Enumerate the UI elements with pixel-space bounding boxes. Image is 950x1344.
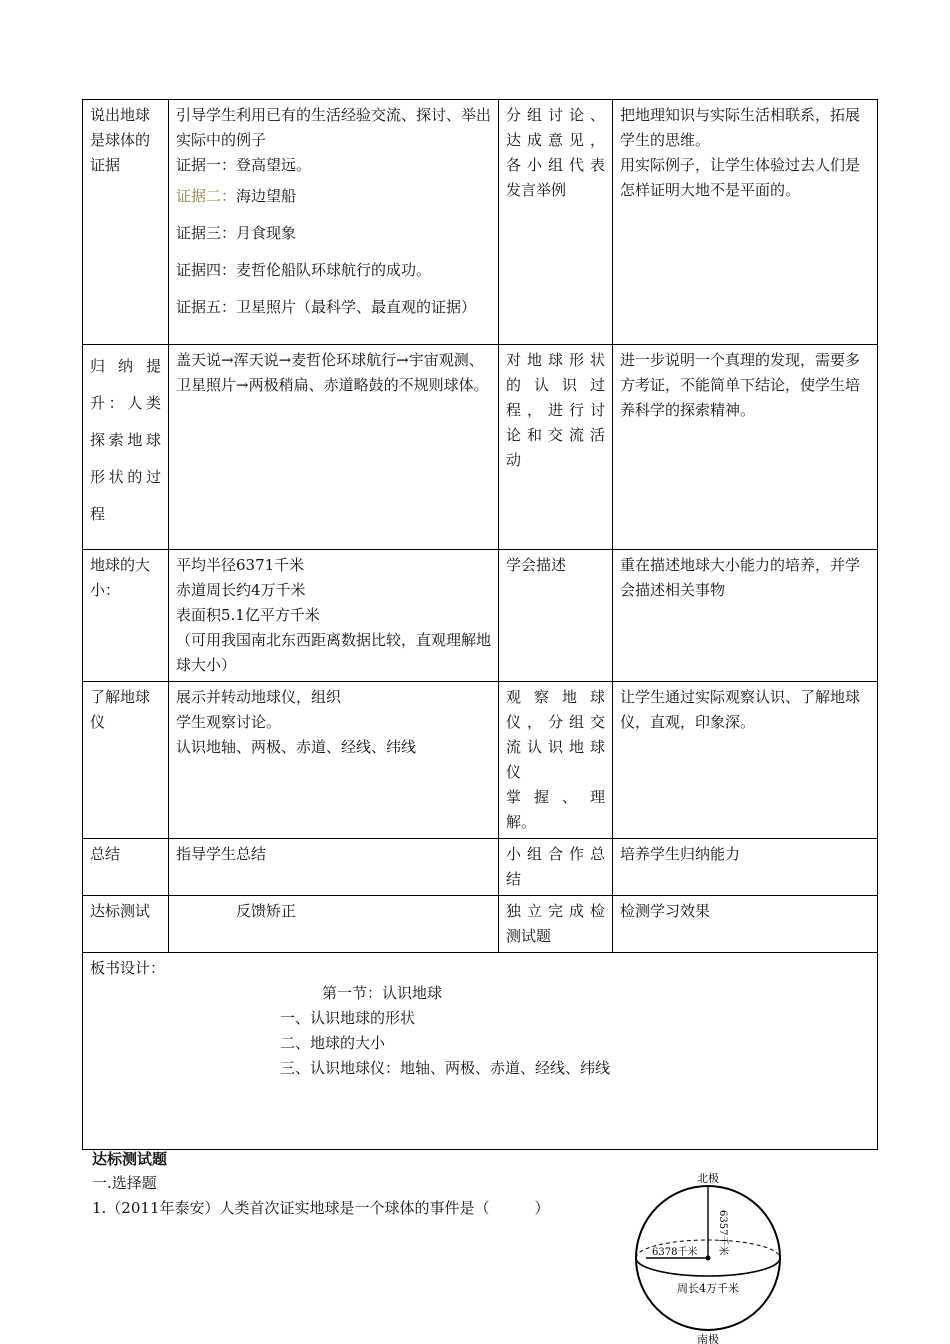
board-item: 一、认识地球的形状 [280, 1009, 416, 1027]
evidence-3: 证据三：月食现象 [176, 224, 297, 242]
activity-line: 归 纳 提 [90, 357, 161, 375]
note-text: （可用我国南北东西距离数据比较，直观理解地球大小） [176, 631, 492, 674]
board-title: 第一节：认识地球 [322, 984, 443, 1002]
board-item: 三、认识地球仪：地轴、两极、赤道、经线、纬线 [280, 1059, 611, 1077]
evidence-2 [176, 178, 491, 215]
test-heading: 达标测试题 [92, 1150, 168, 1168]
student-line: 仪，分组交 [506, 713, 605, 731]
earth-center-dot [706, 1256, 711, 1261]
area-text: 表面积5.1亿平方千米 [176, 606, 320, 624]
activity-cell [83, 345, 169, 550]
evidence-2-text: 海边望船 [236, 187, 297, 205]
activity-line: 探索地球 [90, 431, 161, 449]
intent-text: 进一步说明一个真理的发现，需要多方考证，不能简单下结论，使学生培养科学的探索精神。 [620, 351, 861, 419]
activity-line: 升：人类 [90, 394, 161, 412]
activity-text: 达标测试 [90, 902, 151, 920]
activity-text: 说出地球是球体的证据 [90, 106, 151, 174]
intent-cell [613, 345, 878, 550]
radius-text: 平均半径6371千米 [176, 556, 305, 574]
south-pole-label: 南极 [697, 1333, 719, 1344]
intent-cell [613, 100, 878, 345]
student-cell [499, 550, 613, 682]
teacher-line: 展示并转动地球仪，组织 [176, 688, 342, 706]
section-heading: 一.选择题 [92, 1174, 157, 1192]
intent-text: 让学生通过实际观察认识、了解地球仪，直观，印象深。 [620, 688, 861, 731]
evidence-4: 证据四：麦哲伦船队环球航行的成功。 [176, 261, 432, 279]
table-row [83, 682, 878, 839]
student-line: 独立完成检 [506, 902, 605, 920]
intent-text: 检测学习效果 [620, 902, 711, 920]
table-row [83, 896, 878, 953]
table-row [83, 839, 878, 896]
activity-cell [83, 550, 169, 682]
intent-cell [613, 839, 878, 896]
board-label: 板书设计： [90, 959, 166, 977]
equator-front [636, 1258, 780, 1276]
intent-text: 把地理知识与实际生活相联系，拓展学生的思维。 [620, 106, 861, 149]
activity-line: 了解地球 [90, 688, 151, 706]
activity-text: 总结 [90, 845, 121, 863]
student-line: 小组合作总 [506, 845, 605, 863]
teacher-cell [169, 682, 499, 839]
student-text: 学会描述 [506, 556, 567, 574]
activity-line: 程 [90, 505, 106, 523]
student-cell [499, 896, 613, 953]
activity-cell [83, 100, 169, 345]
student-line: 动 [506, 451, 522, 469]
evidence-2-label: 证据二： [176, 187, 237, 205]
teacher-line: 认识地轴、两极、赤道、经线、纬线 [176, 738, 417, 756]
teacher-cell [169, 100, 499, 345]
board-design-cell [83, 953, 878, 1150]
intent-text: 重在描述地球大小能力的培养，并学会描述相关事物 [620, 556, 861, 599]
teacher-line: 学生观察讨论。 [176, 713, 282, 731]
intent-text: 用实际例子，让学生体验过去人们是怎样证明大地不是平面的。 [620, 156, 861, 199]
activity-line: 小： [90, 581, 121, 599]
equatorial-radius-label: 6378千米 [652, 1247, 698, 1258]
student-line: 发言举例 [506, 181, 567, 199]
intent-text: 培养学生归纳能力 [620, 845, 741, 863]
student-line: 达成意见， [506, 131, 605, 149]
board-design-row [83, 953, 878, 1150]
student-line: 流认识地球 [506, 738, 605, 756]
student-line: 程，进行讨 [506, 401, 605, 419]
teacher-text: 指导学生总结 [176, 845, 267, 863]
evidence-5: 证据五：卫星照片（最科学、最直观的证据） [176, 298, 477, 316]
student-cell [499, 682, 613, 839]
question-1: 1.（2011年泰安）人类首次证实地球是一个球体的事件是（ ） [92, 1199, 550, 1217]
student-line: 论和交流活 [506, 426, 605, 444]
student-cell [499, 345, 613, 550]
polar-radius-label: 6357千米 [717, 1210, 728, 1256]
student-line: 的 认 识 过 [506, 376, 605, 394]
student-line: 对地球形状 [506, 351, 605, 369]
activity-cell [83, 839, 169, 896]
circumference-text: 赤道周长约4万千米 [176, 581, 306, 599]
activity-line: 地球的大 [90, 556, 151, 574]
activity-cell [83, 682, 169, 839]
teacher-text: 盖天说→浑天说→麦哲伦环球航行→宇宙观测、卫星照片→两极稍扁、赤道略鼓的不规则球体。 [176, 351, 489, 394]
lesson-plan-table [82, 99, 878, 1150]
board-item: 二、地球的大小 [280, 1034, 386, 1052]
teacher-cell [169, 896, 499, 953]
intent-cell [613, 550, 878, 682]
teacher-cell [169, 345, 499, 550]
north-pole-label: 北极 [697, 1172, 719, 1185]
table-row [83, 100, 878, 345]
student-line: 结 [506, 870, 522, 888]
student-line: 分组讨论、 [506, 106, 605, 124]
table-row [83, 345, 878, 550]
student-line: 解。 [506, 813, 537, 831]
teacher-cell [169, 550, 499, 682]
table-row [83, 550, 878, 682]
teacher-text: 反馈矫正 [236, 902, 297, 920]
teacher-cell [169, 839, 499, 896]
evidence-1: 证据一：登高望远。 [176, 156, 312, 174]
earth-size-figure [628, 1168, 788, 1344]
intent-cell [613, 682, 878, 839]
student-line: 各小组代表 [506, 156, 605, 174]
intent-cell [613, 896, 878, 953]
student-line: 仪 [506, 763, 522, 781]
student-line: 观 察 地 球 [506, 688, 605, 706]
student-cell [499, 100, 613, 345]
circumference-label: 周长4万千米 [677, 1282, 739, 1295]
student-line: 测试题 [506, 927, 552, 945]
student-line: 掌 握 、 理 [506, 788, 605, 806]
activity-line: 仪 [90, 713, 106, 731]
activity-cell [83, 896, 169, 953]
student-cell [499, 839, 613, 896]
activity-line: 形状的过 [90, 468, 161, 486]
teacher-text: 引导学生利用已有的生活经验交流、探讨、举出实际中的例子 [176, 106, 492, 149]
